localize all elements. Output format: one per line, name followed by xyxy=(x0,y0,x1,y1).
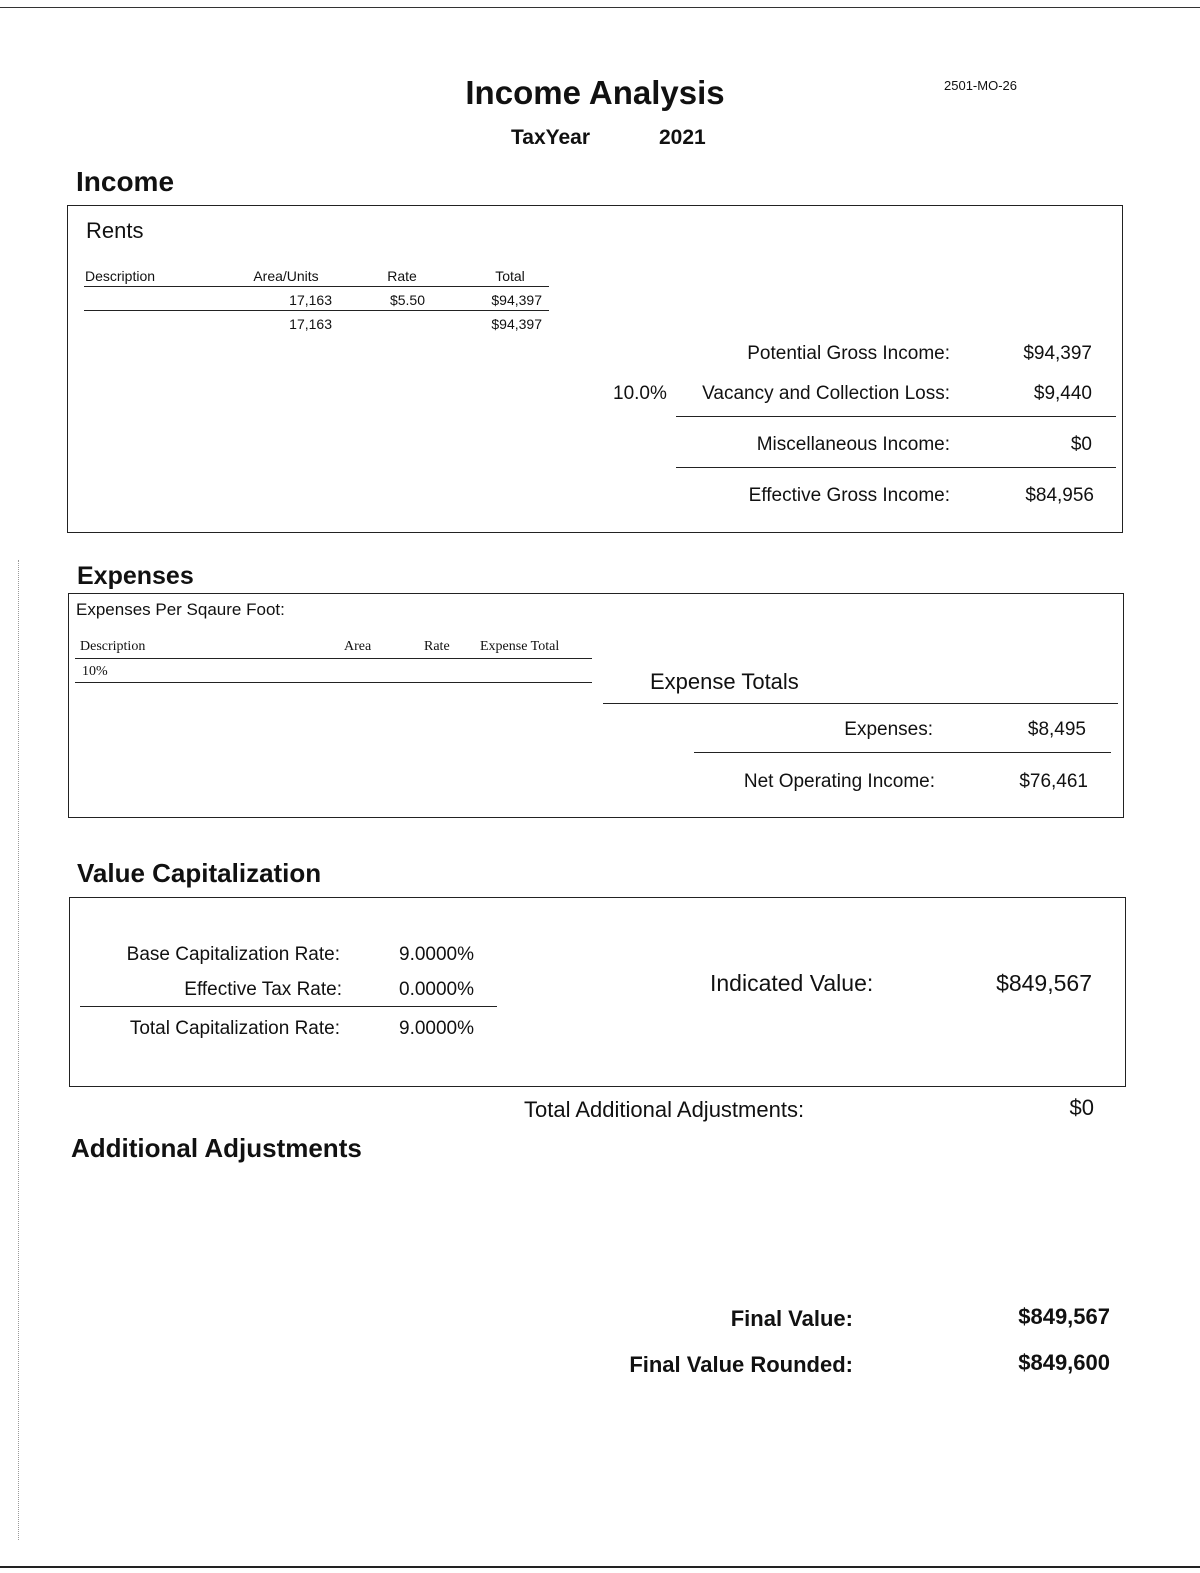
pgi-label: Potential Gross Income: xyxy=(747,343,950,364)
rents-header-rule xyxy=(84,286,549,287)
total-adjustments-value: $0 xyxy=(1069,1095,1094,1120)
total-cap-rate-value: 9.0000% xyxy=(399,1018,475,1039)
expenses-header-rule xyxy=(75,658,592,659)
effective-tax-rate-value: 0.0000% xyxy=(399,979,475,1000)
vacancy-value: $9,440 xyxy=(1033,383,1092,404)
egi-label: Effective Gross Income: xyxy=(748,485,950,506)
rents-col-area: Area/Units xyxy=(253,268,319,284)
expenses-per-sqft-label: Expenses Per Sqaure Foot: xyxy=(76,600,285,619)
expenses-total-value: $8,495 xyxy=(1027,719,1086,740)
indicated-value-label: Indicated Value: xyxy=(710,970,874,996)
expenses-col-area: Area xyxy=(344,639,372,654)
expenses-heading: Expenses xyxy=(77,562,194,590)
rents-row-rate: $5.50 xyxy=(389,292,425,308)
final-value-label: Final Value: xyxy=(730,1306,853,1331)
income-box xyxy=(67,205,1123,533)
rents-col-total: Total xyxy=(495,268,525,284)
total-cap-rate-label: Total Capitalization Rate: xyxy=(129,1018,340,1039)
expenses-total-label: Expenses: xyxy=(844,719,933,740)
expenses-col-rate: Rate xyxy=(424,639,450,654)
rents-row-total: $94,397 xyxy=(491,292,542,308)
taxyear-value: 2021 xyxy=(659,126,706,149)
top-scan-rule xyxy=(0,7,1200,8)
page-title: Income Analysis xyxy=(465,74,725,111)
expenses-row-rule xyxy=(75,682,592,683)
rents-total-rule xyxy=(84,310,549,311)
noi-label: Net Operating Income: xyxy=(743,771,935,792)
vacancy-percent: 10.0% xyxy=(613,383,667,404)
final-value: $849,567 xyxy=(1018,1304,1110,1329)
misc-income-value: $0 xyxy=(1070,434,1092,455)
rents-label: Rents xyxy=(86,218,144,243)
misc-income-label: Miscellaneous Income: xyxy=(756,434,950,455)
vacancy-rule xyxy=(676,416,1116,417)
final-value-rounded: $849,600 xyxy=(1018,1350,1110,1375)
document-id: 2501-MO-26 xyxy=(944,78,1017,93)
noi-value: $76,461 xyxy=(1019,771,1088,792)
final-value-rounded-label: Final Value Rounded: xyxy=(629,1352,853,1377)
income-heading: Income xyxy=(76,166,175,197)
capitalization-rule xyxy=(80,1006,497,1007)
rents-col-description: Description xyxy=(85,268,156,284)
left-scan-edge xyxy=(18,560,19,1540)
expense-totals-heading: Expense Totals xyxy=(650,669,799,694)
total-adjustments-label: Total Additional Adjustments: xyxy=(524,1097,805,1122)
expense-totals-rule xyxy=(603,703,1118,704)
expenses-col-description: Description xyxy=(80,639,146,654)
additional-adjustments-heading: Additional Adjustments xyxy=(71,1133,362,1163)
rents-total-area: 17,163 xyxy=(289,316,332,332)
rents-col-rate: Rate xyxy=(387,268,417,284)
bottom-scan-rule xyxy=(0,1566,1200,1568)
expenses-total-rule xyxy=(694,752,1111,753)
taxyear-label: TaxYear xyxy=(511,126,591,149)
rents-total-total: $94,397 xyxy=(491,316,542,332)
capitalization-heading: Value Capitalization xyxy=(77,858,322,888)
indicated-value: $849,567 xyxy=(996,970,1092,996)
egi-value: $84,956 xyxy=(1025,485,1094,506)
base-cap-rate-label: Base Capitalization Rate: xyxy=(126,944,340,965)
pgi-value: $94,397 xyxy=(1023,343,1092,364)
expenses-col-expense-total: Expense Total xyxy=(480,639,560,654)
rents-row-area: 17,163 xyxy=(289,292,332,308)
expenses-row-description: 10% xyxy=(82,664,108,679)
misc-rule xyxy=(676,467,1116,468)
effective-tax-rate-label: Effective Tax Rate: xyxy=(184,979,342,1000)
vacancy-label: Vacancy and Collection Loss: xyxy=(702,383,950,404)
base-cap-rate-value: 9.0000% xyxy=(399,944,475,965)
